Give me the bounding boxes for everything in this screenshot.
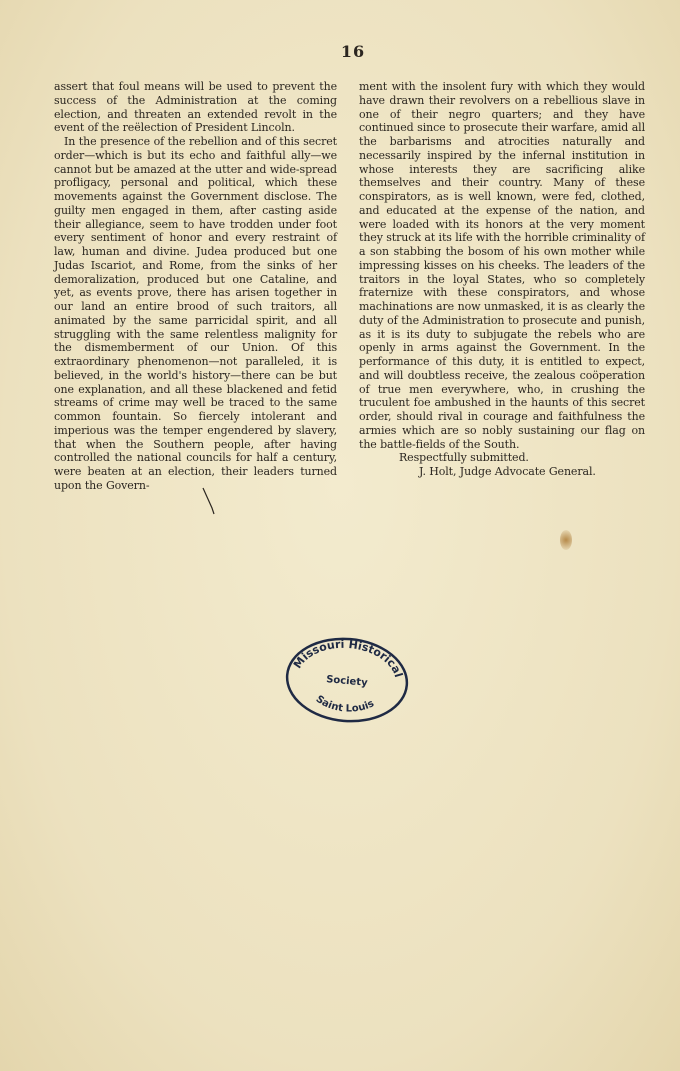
- svg-text:Saint Louis: Saint Louis: [313, 693, 376, 715]
- closing-line: Respectfully submitted.: [399, 451, 529, 465]
- stamp-graphic: [280, 631, 413, 730]
- paragraph: assert that foul means will be used to prevent the success of the Administration at the coming election, and threaten an extended revolt in the event of the reëlection of President Lincoln.: [54, 80, 337, 135]
- paragraph: In the presence of the rebellion and of this secret order—which is but its echo and faithful ally—we cannot but be amazed at the utter and wide-spread profligacy, personal and political, which these movements against the Government disclose. The guilty men engaged in them, after casting aside their allegiance, seem to have trodden under foot every sentiment of honor and every restraint of law, human and divine. Judea produced but one Judas Iscariot, and Rome, from the sinks of her demoralization, produced but one Cataline, and yet, as events prove, there has arisen together in our land an entire brood of such traitors, all animated by the same parricidal spirit, and all struggling with the same relentless malignity for the dismemberment of our Union. Of this extraordinary phenomenon—not paralleled, it is believed, in the world's history—there can be but one explanation, and all these blackened and fetid streams of crime may well be traced to the same common fountain. So fiercely intolerant and imperious was the temper engendered by slavery, that when the Southern people, after having controlled the national councils for half a century, were beaten at an election, their leaders turned upon the Govern-: [54, 135, 337, 492]
- library-stamp: [280, 631, 413, 730]
- left-column: [54, 80, 337, 493]
- right-column: [359, 80, 645, 479]
- ink-stroke: [200, 486, 220, 516]
- svg-text:Missouri Historical: Missouri Historical: [290, 637, 406, 679]
- svg-text:Society: Society: [325, 674, 369, 689]
- page-number: 16: [340, 42, 366, 61]
- signature: J. Holt, Judge Advocate General.: [419, 465, 596, 478]
- paper-stain: [560, 530, 572, 550]
- paragraph: ment with the insolent fury with which they would have drawn their revolvers on a rebellious slave in one of their negro quarters; and they have continued since to prosecute their warfare, amid all the barbarisms and atrocities naturally and necessarily inspired by the infernal institution in whose interests they are sacrificing alike themselves and their country. Many of these conspirators, as is well known, were fed, clothed, and educated at the expense of the nation, and were loaded with its honors at the very moment they struck at its life with the horrible criminality of a son stabbing the bosom of his own mother while impressing kisses on his cheeks. The leaders of the traitors in the loyal States, who so completely fraternize with these conspirators, and whose machinations are now unmasked, it is as clearly the duty of the Administration to prosecute and punish, as it is its duty to subjugate the rebels who are openly in arms against the Government. In the performance of this duty, it is entitled to expect, and will doubtless receive, the zealous coöperation of true men everywhere, who, in crushing the truculent foe ambushed in the haunts of this secret order, should rival in courage and faithfulness the armies which are so nobly sustaining our flag on the battle-fields of the South.: [359, 80, 645, 451]
